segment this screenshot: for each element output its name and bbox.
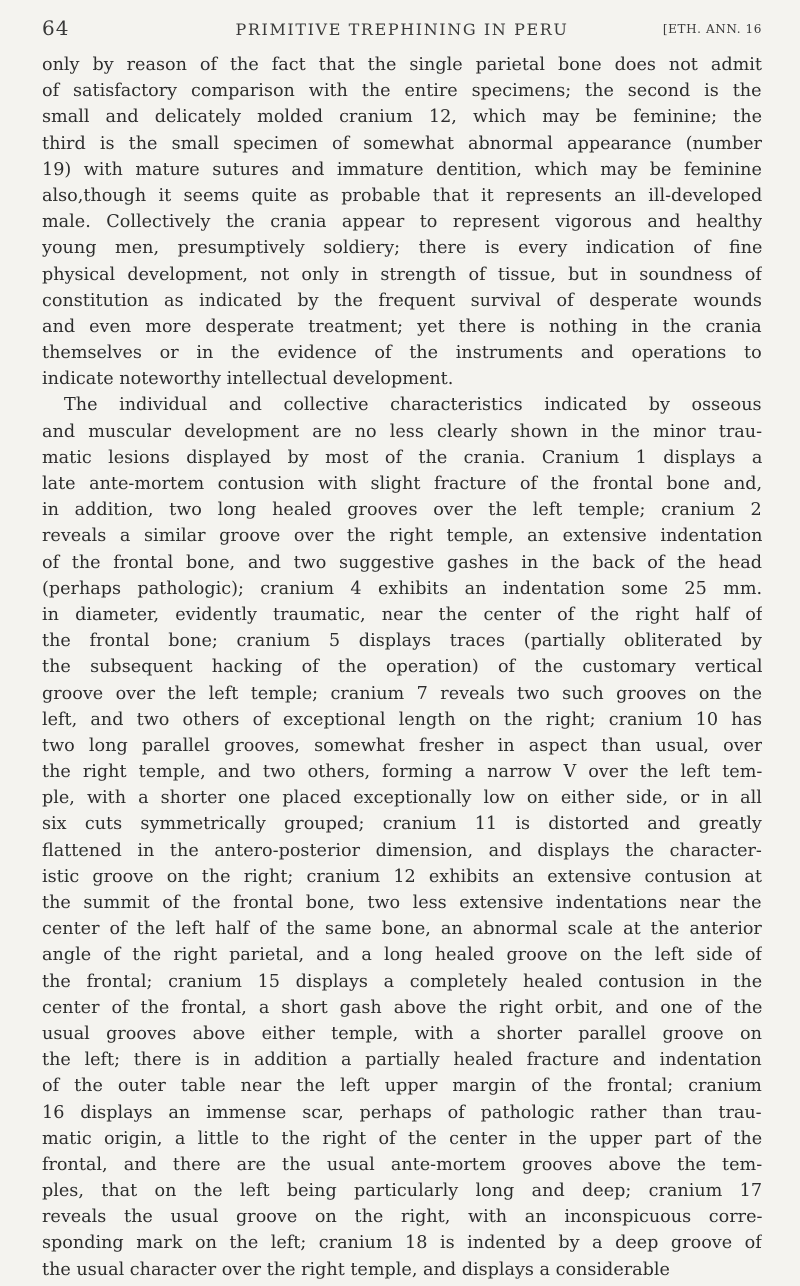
- text-line: and even more desperate treatment; yet there is nothing in the crania: [42, 316, 762, 337]
- text-line: of the outer table near the left upper margin of the frontal; cranium: [42, 1076, 762, 1097]
- text-line: center of the left half of the same bone, an abnormal scale at the anterior: [42, 919, 762, 940]
- text-line: two long parallel grooves, somewhat fresher in aspect than usual, over: [42, 735, 762, 756]
- text-line: late ante-mortem contusion with slight fracture of the frontal bone and,: [42, 474, 762, 494]
- text-line: indicate noteworthy intellectual development.: [42, 369, 454, 390]
- text-line: in diameter, evidently traumatic, near the center of the right half of: [42, 604, 762, 625]
- body-text: [42, 52, 762, 1283]
- text-line: the summit of the frontal bone, two less extensive indentations near the: [42, 893, 762, 913]
- text-line: young men, presumptively soldiery; there is every indication of fine: [42, 238, 762, 259]
- text-line: flattened in the antero-posterior dimension, and displays the character-: [42, 840, 762, 861]
- text-line: the usual character over the right temple, and displays a considerable: [42, 1259, 670, 1280]
- paragraph-1: [42, 52, 762, 392]
- text-line: the left; there is in addition a partially healed fracture and indentation: [42, 1050, 762, 1071]
- text-line: the frontal; cranium 15 displays a completely healed contusion in the: [42, 971, 762, 992]
- text-line: usual grooves above either temple, with a shorter parallel groove on: [42, 1023, 762, 1044]
- text-line: constitution as indicated by the frequent survival of desperate wounds: [42, 290, 762, 311]
- running-head: PRIMITIVE TREPHINING IN PERU: [235, 20, 569, 39]
- text-line: matic lesions displayed by most of the crania. Cranium 1 displays a: [42, 447, 762, 468]
- text-line: the frontal bone; cranium 5 displays traces (partially obliterated by: [42, 631, 762, 652]
- text-line: istic groove on the right; cranium 12 exhibits an extensive contusion at: [42, 866, 762, 887]
- text-line: reveals a similar groove over the right temple, an extensive indentation: [42, 526, 762, 547]
- text-line: left, and two others of exceptional length on the right; cranium 10 has: [42, 709, 762, 730]
- text-line: themselves or in the evidence of the instruments and operations to: [42, 343, 762, 364]
- text-line: matic origin, a little to the right of the center in the upper part of the: [42, 1128, 762, 1149]
- paragraph-2: [42, 392, 762, 1282]
- text-line: 19) with mature sutures and immature dentition, which may be feminine: [42, 159, 762, 180]
- text-line: angle of the right parietal, and a long healed groove on the left side of: [42, 945, 762, 966]
- report-reference: [ETH. ANN. 16: [662, 22, 762, 36]
- text-line: center of the frontal, a short gash above the right orbit, and one of the: [42, 997, 762, 1018]
- text-line: and muscular development are no less clearly shown in the minor trau-: [42, 421, 762, 442]
- text-line: third is the small specimen of somewhat abnormal appearance (number: [42, 133, 762, 154]
- text-line: 16 displays an immense scar, perhaps of pathologic rather than trau-: [42, 1102, 762, 1123]
- text-line: six cuts symmetrically grouped; cranium 11 is distorted and greatly: [42, 814, 762, 835]
- text-line: of the frontal bone, and two suggestive gashes in the back of the head: [42, 552, 762, 573]
- text-line: the right temple, and two others, forming a narrow V over the left tem-: [42, 762, 762, 783]
- text-line: sponding mark on the left; cranium 18 is indented by a deep groove of: [42, 1233, 762, 1254]
- text-line: male. Collectively the crania appear to represent vigorous and healthy: [42, 212, 762, 233]
- text-line: ples, that on the left being particularly long and deep; cranium 17: [42, 1181, 762, 1202]
- text-line: the subsequent hacking of the operation) of the customary vertical: [42, 657, 762, 678]
- text-line: frontal, and there are the usual ante-mortem grooves above the tem-: [42, 1154, 762, 1175]
- text-line: groove over the left temple; cranium 7 reveals two such grooves on the: [42, 683, 762, 704]
- text-line: (perhaps pathologic); cranium 4 exhibits an indentation some 25 mm.: [42, 578, 762, 599]
- text-line: The individual and collective characteristics indicated by osseous: [64, 395, 762, 416]
- text-line: also,though it seems quite as probable that it represents an ill-developed: [42, 185, 762, 206]
- text-line: in addition, two long healed grooves over the left temple; cranium 2: [42, 500, 762, 521]
- page-header: [42, 16, 762, 48]
- text-line: reveals the usual groove on the right, with an inconspicuous corre-: [42, 1207, 762, 1228]
- text-line: of satisfactory comparison with the entire specimens; the second is the: [42, 81, 762, 102]
- text-line: small and delicately molded cranium 12, which may be feminine; the: [42, 107, 762, 128]
- page-number: 64: [42, 16, 70, 40]
- text-line: only by reason of the fact that the single parietal bone does not admit: [42, 55, 762, 75]
- text-line: physical development, not only in strength of tissue, but in soundness of: [42, 264, 762, 285]
- text-line: ple, with a shorter one placed exceptionally low on either side, or in all: [42, 788, 762, 809]
